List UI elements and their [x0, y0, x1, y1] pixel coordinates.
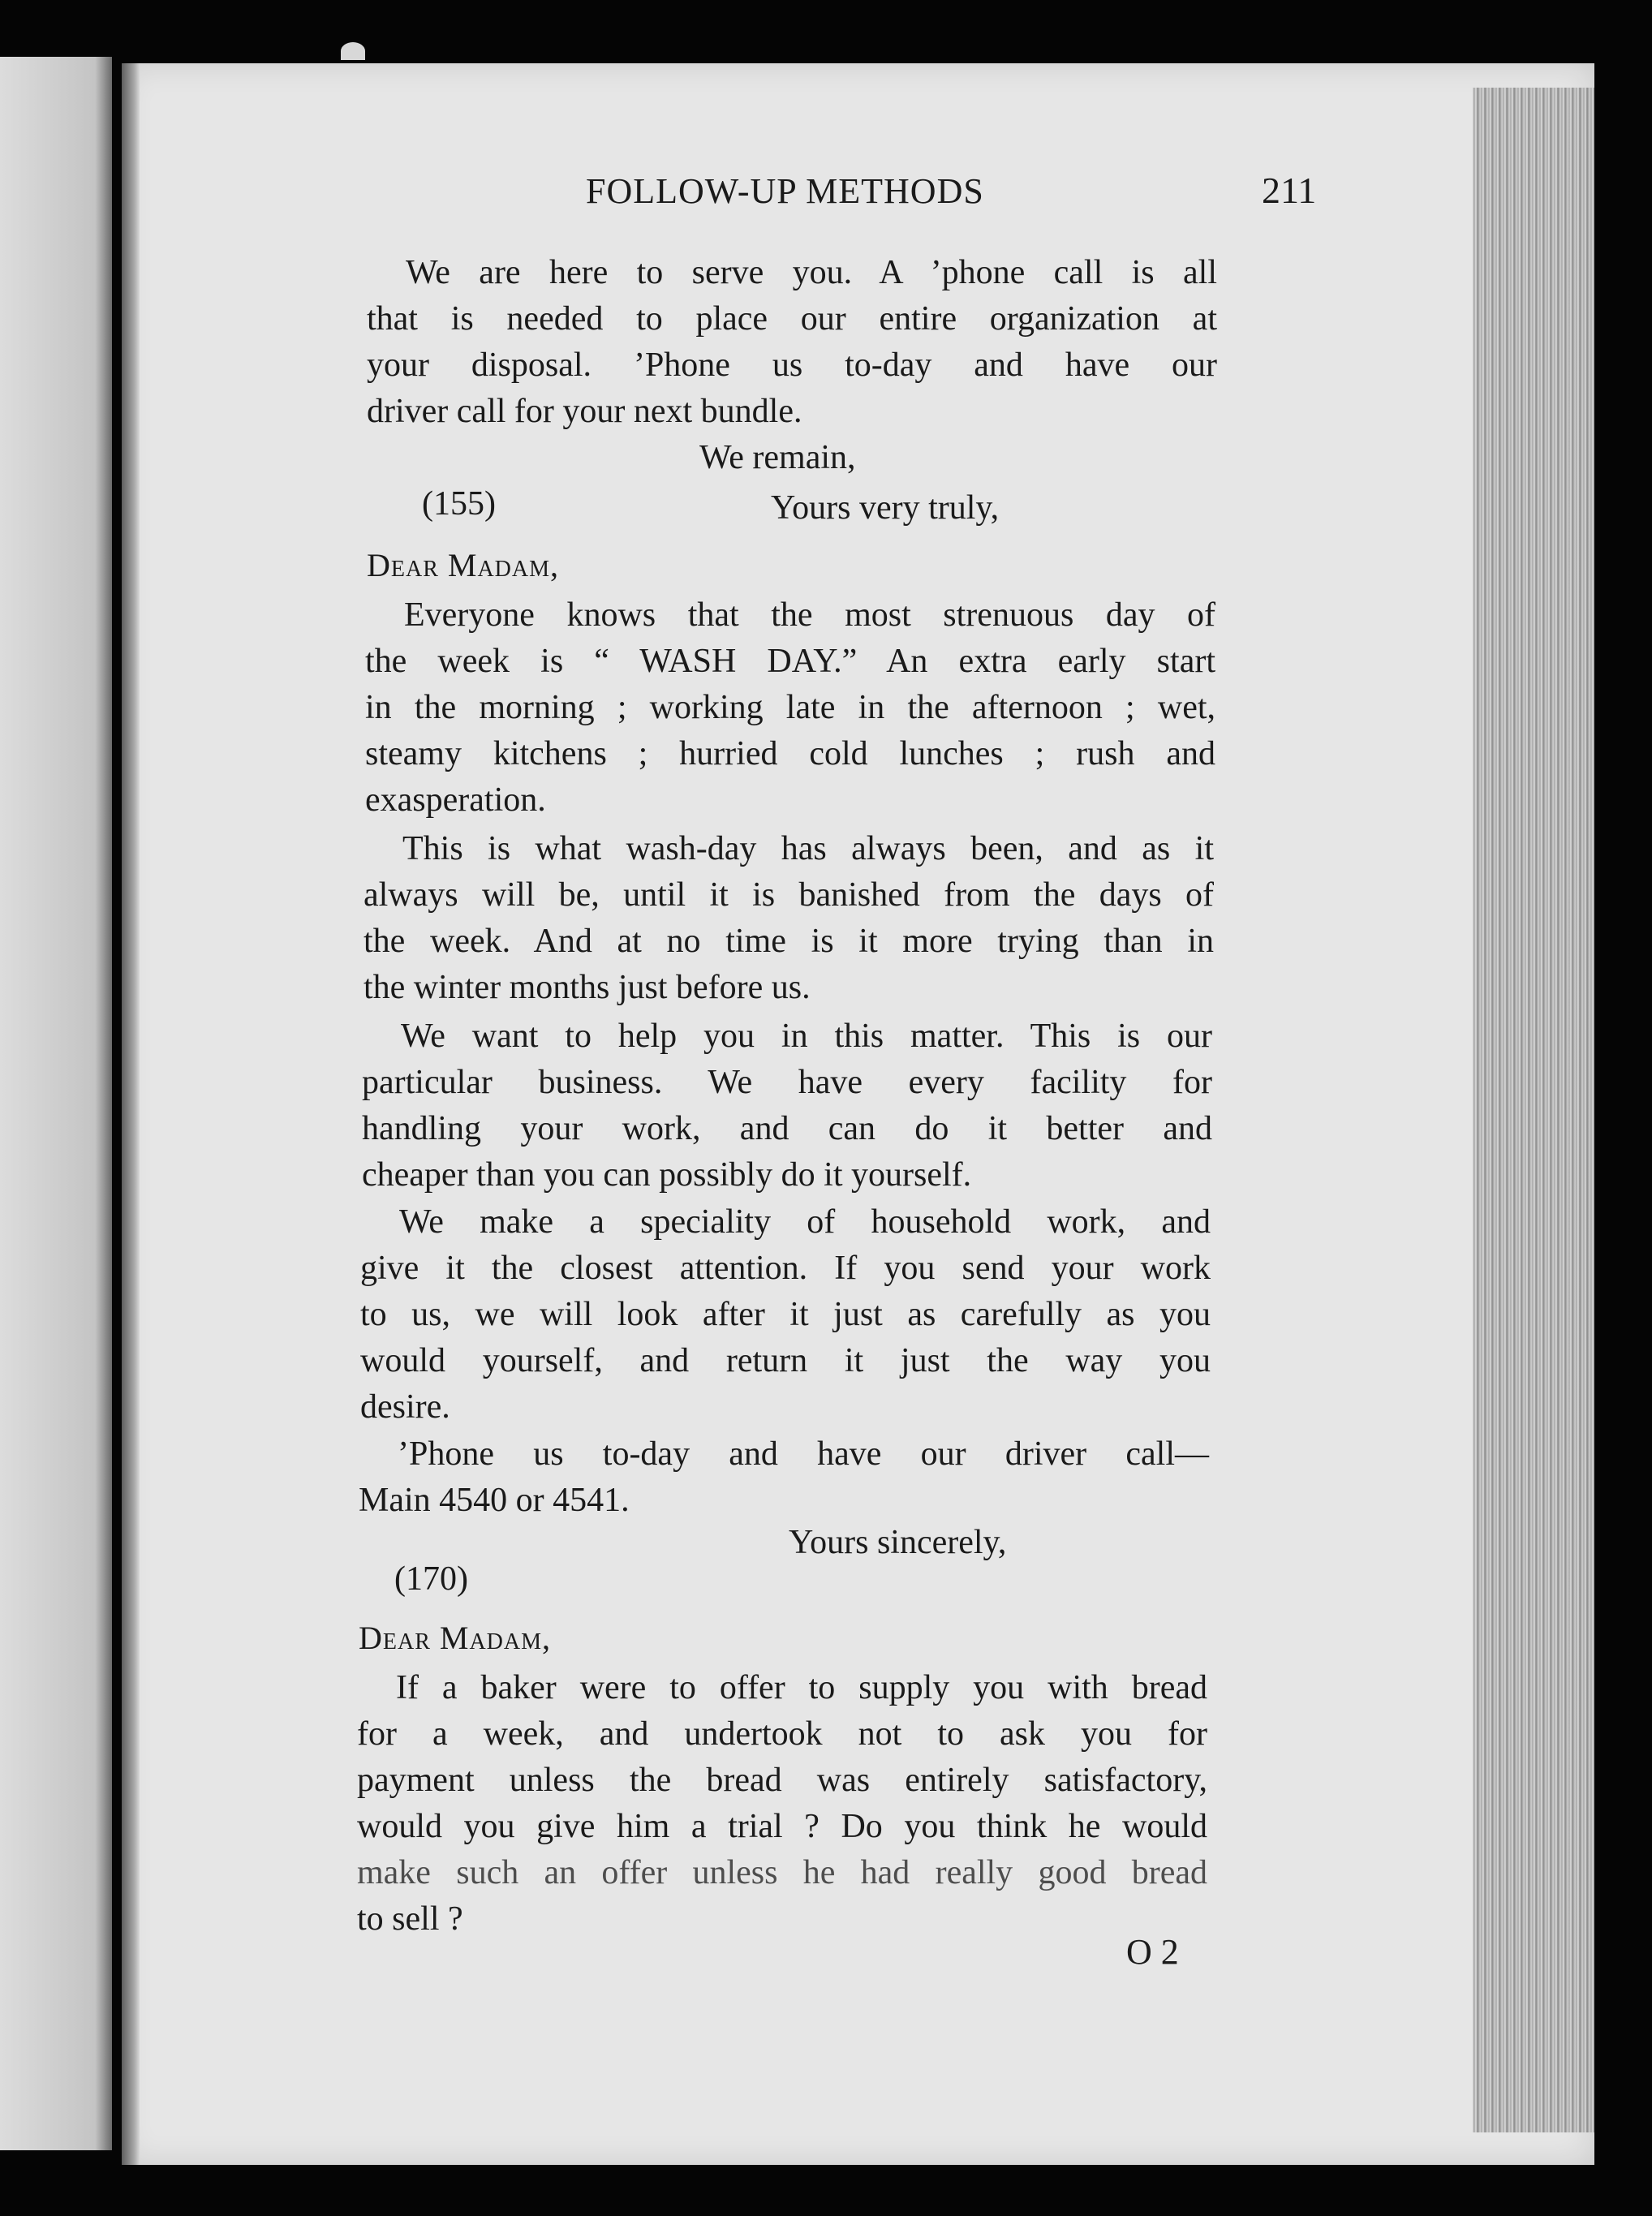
body-line: that is needed to place our entire organization at — [367, 300, 1217, 338]
body-line: your disposal. ’Phone us to-day and have our — [367, 346, 1217, 384]
closing: Yours very truly, — [771, 489, 1000, 527]
body-line: steamy kitchens ; hurried cold lunches ; rush and — [365, 735, 1215, 772]
body-line: always will be, until it is banished from the days of — [364, 876, 1214, 914]
body-line: This is what wash-day has always been, and as it — [402, 830, 1214, 867]
body-line: cheaper than you can possibly do it yourself. — [362, 1156, 972, 1194]
body-line: exasperation. — [365, 781, 546, 819]
body-line: in the morning ; working late in the afternoon ; wet, — [365, 689, 1215, 726]
body-line: to sell ? — [357, 1900, 463, 1938]
body-line: the week is “ WASH DAY.” An extra early start — [365, 643, 1215, 680]
body-line: desire. — [360, 1388, 450, 1426]
letter-number: (170) — [394, 1560, 468, 1598]
body-line: We want to help you in this matter. This is our — [401, 1018, 1212, 1055]
body-line: handling your work, and can do it better and — [362, 1110, 1212, 1147]
body-line: the week. And at no time is it more trying than in — [364, 923, 1214, 960]
body-line: for a week, and undertook not to ask you for — [357, 1715, 1207, 1753]
running-head: FOLLOW-UP METHODS — [586, 171, 984, 211]
facing-page-edge — [0, 57, 112, 2150]
salutation: Dear Madam, — [367, 547, 560, 583]
body-line: Main 4540 or 4541. — [359, 1482, 630, 1519]
page-number: 211 — [1262, 170, 1317, 211]
salutation: Dear Madam, — [359, 1620, 552, 1656]
body-line: driver call for your next bundle. — [367, 393, 802, 430]
page-gutter-shadow — [122, 63, 140, 2165]
body-line: payment unless the bread was entirely satisfactory, — [357, 1762, 1207, 1799]
scan-artifact — [341, 42, 365, 60]
closing: Yours sincerely, — [789, 1524, 1007, 1561]
page-stack-edge — [1473, 88, 1594, 2132]
body-line: ’Phone us to-day and have our driver call— — [398, 1435, 1209, 1473]
body-line: the winter months just before us. — [364, 969, 811, 1006]
body-line: give it the closest attention. If you send your work — [360, 1250, 1211, 1287]
letter-number: (155) — [422, 485, 496, 523]
body-line: If a baker were to offer to supply you with bread — [396, 1669, 1207, 1706]
body-line: would you give him a trial ? Do you think he would — [357, 1808, 1207, 1845]
body-line: to us, we will look after it just as carefully as you — [360, 1296, 1211, 1333]
body-line: We are here to serve you. A ’phone call is all — [406, 254, 1217, 291]
complimentary-phrase: We remain, — [699, 439, 856, 476]
body-line: particular business. We have every facility for — [362, 1064, 1212, 1101]
body-line: Everyone knows that the most strenuous day of — [404, 596, 1215, 634]
body-line: make such an offer unless he had really good bread — [357, 1854, 1207, 1891]
signature-mark: O 2 — [1126, 1932, 1179, 1972]
body-line: We make a speciality of household work, and — [399, 1203, 1211, 1241]
book-page — [122, 63, 1594, 2165]
body-line: would yourself, and return it just the way you — [360, 1342, 1211, 1379]
